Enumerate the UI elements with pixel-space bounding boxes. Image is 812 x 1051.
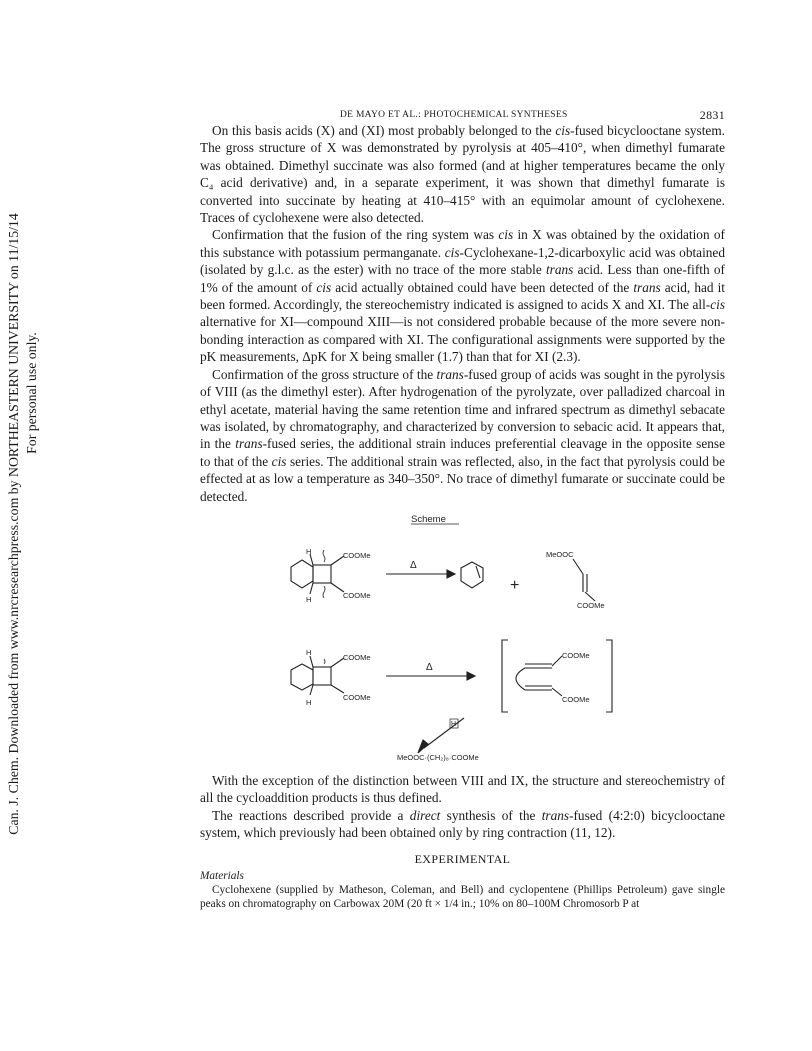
delta-symbol: Δ [410,560,417,571]
scheme-label: COOMe [343,591,371,600]
scheme-label: COOMe [343,653,371,662]
scheme-title: Scheme [411,514,446,525]
scheme-label: COOMe [343,693,371,702]
sebacate-product: MeOOC·(CH₂)₈·COOMe [397,753,479,762]
scheme-label: COOMe [562,651,590,660]
materials-paragraph: Cyclohexene (supplied by Matheson, Coleman, and Bell) and cyclopentene (Phillips Petroleum) gave single peaks on chromatography on Carbowax 20M (20 ft × 1/4 in.; 10% on 80–100M Chromosorb P at [200,884,725,910]
experimental-heading: EXPERIMENTAL [414,852,511,866]
page-number: 2831 [699,108,725,122]
scheme-label: H [306,595,312,604]
experimental-text [200,884,725,912]
body-text-continued [200,772,725,842]
paragraph-4: With the exception of the distinction between VIII and IX, the structure and stereochemistry of all the cycloaddition products is thus defined. [200,773,725,806]
paragraph-2: Confirmation that the fusion of the ring system was cis in X was obtained by the oxidation of this substance with potassium permanganate. cis-Cyclohexane-1,2-dicarboxylic acid was obtained (isolated by g.l.c. as the ester) with no trace of the more stable trans acid. Less than one-fifth of 1% of the amount of cis acid actually obtained could have been detected of the trans acid, had it been formed. Accordingly, the stereochemistry indicated is assigned to acids X and XI. The all-cis alternative for XI—compound XIII—is not considered probable because of the more severe non-bonding interaction as compared with XI. The configurational assignments were supported by the pK measurements, ΔpK for X being smaller (1.7) than that for XI (2.3). [200,227,725,365]
scheme-label: COOMe [562,695,590,704]
hydrogenation-label: H [451,721,457,728]
body-text [200,122,725,505]
paragraph-3: Confirmation of the gross structure of the trans-fused group of acids was sought in the pyrolysis of VIII (as the dimethyl ester). After hydrogenation of the pyrolyzate, over palladized charcoal in ethyl acetate, material having the same retention time and infrared spectrum as dimethyl sebacate was isolated, by chromatography, and characterized by conversion to sebacic acid. It appears that, in the trans-fused series, the additional strain induces preferential cleavage in the opposite sense to that of the cis series. The additional strain was reflected, also, in the fact that pyrolysis could be effected at as low a temperature as 340–350°. No trace of dimethyl fumarate or succinate could be detected. [200,366,725,504]
scheme-label: H [306,547,312,556]
scheme-label: H [306,648,312,657]
delta-symbol: Δ [426,662,433,673]
scheme-label: COOMe [343,551,371,560]
materials-subheading: Materials [200,870,244,882]
plus-symbol: + [510,577,520,594]
side-note-download: Can. J. Chem. Downloaded from www.nrcresearchpress.com by NORTHEASTERN UNIVERSITY on 11/15/14 [6,213,21,835]
scheme-label: H [306,698,312,707]
scheme-label: COOMe [577,601,605,610]
paragraph-5: The reactions described provide a direct synthesis of the trans-fused (4:2:0) bicyclooctane system, which previously had been obtained only by ring contraction (11, 12). [200,807,725,841]
reaction-scheme [240,512,640,764]
scheme-label: MeOOC [546,550,574,559]
side-note-personal-use: For personal use only. [24,332,39,454]
running-title: DE MAYO ET AL.: PHOTOCHEMICAL SYNTHESES [340,110,568,120]
paragraph-1: On this basis acids (X) and (XI) most probably belonged to the cis-fused bicyclooctane system. The gross structure of X was demonstrated by pyrolysis at 405–410°, when dimethyl fumarate was obtained. Dimethyl succinate was also formed (and at higher temperatures became the only C₄ acid derivative) and, in a separate experiment, it was shown that dimethyl fumarate is converted into succinate by heating at 410–415° with an equimolar amount of cyclohexene. Traces of cyclohexene were also detected. [200,123,725,226]
